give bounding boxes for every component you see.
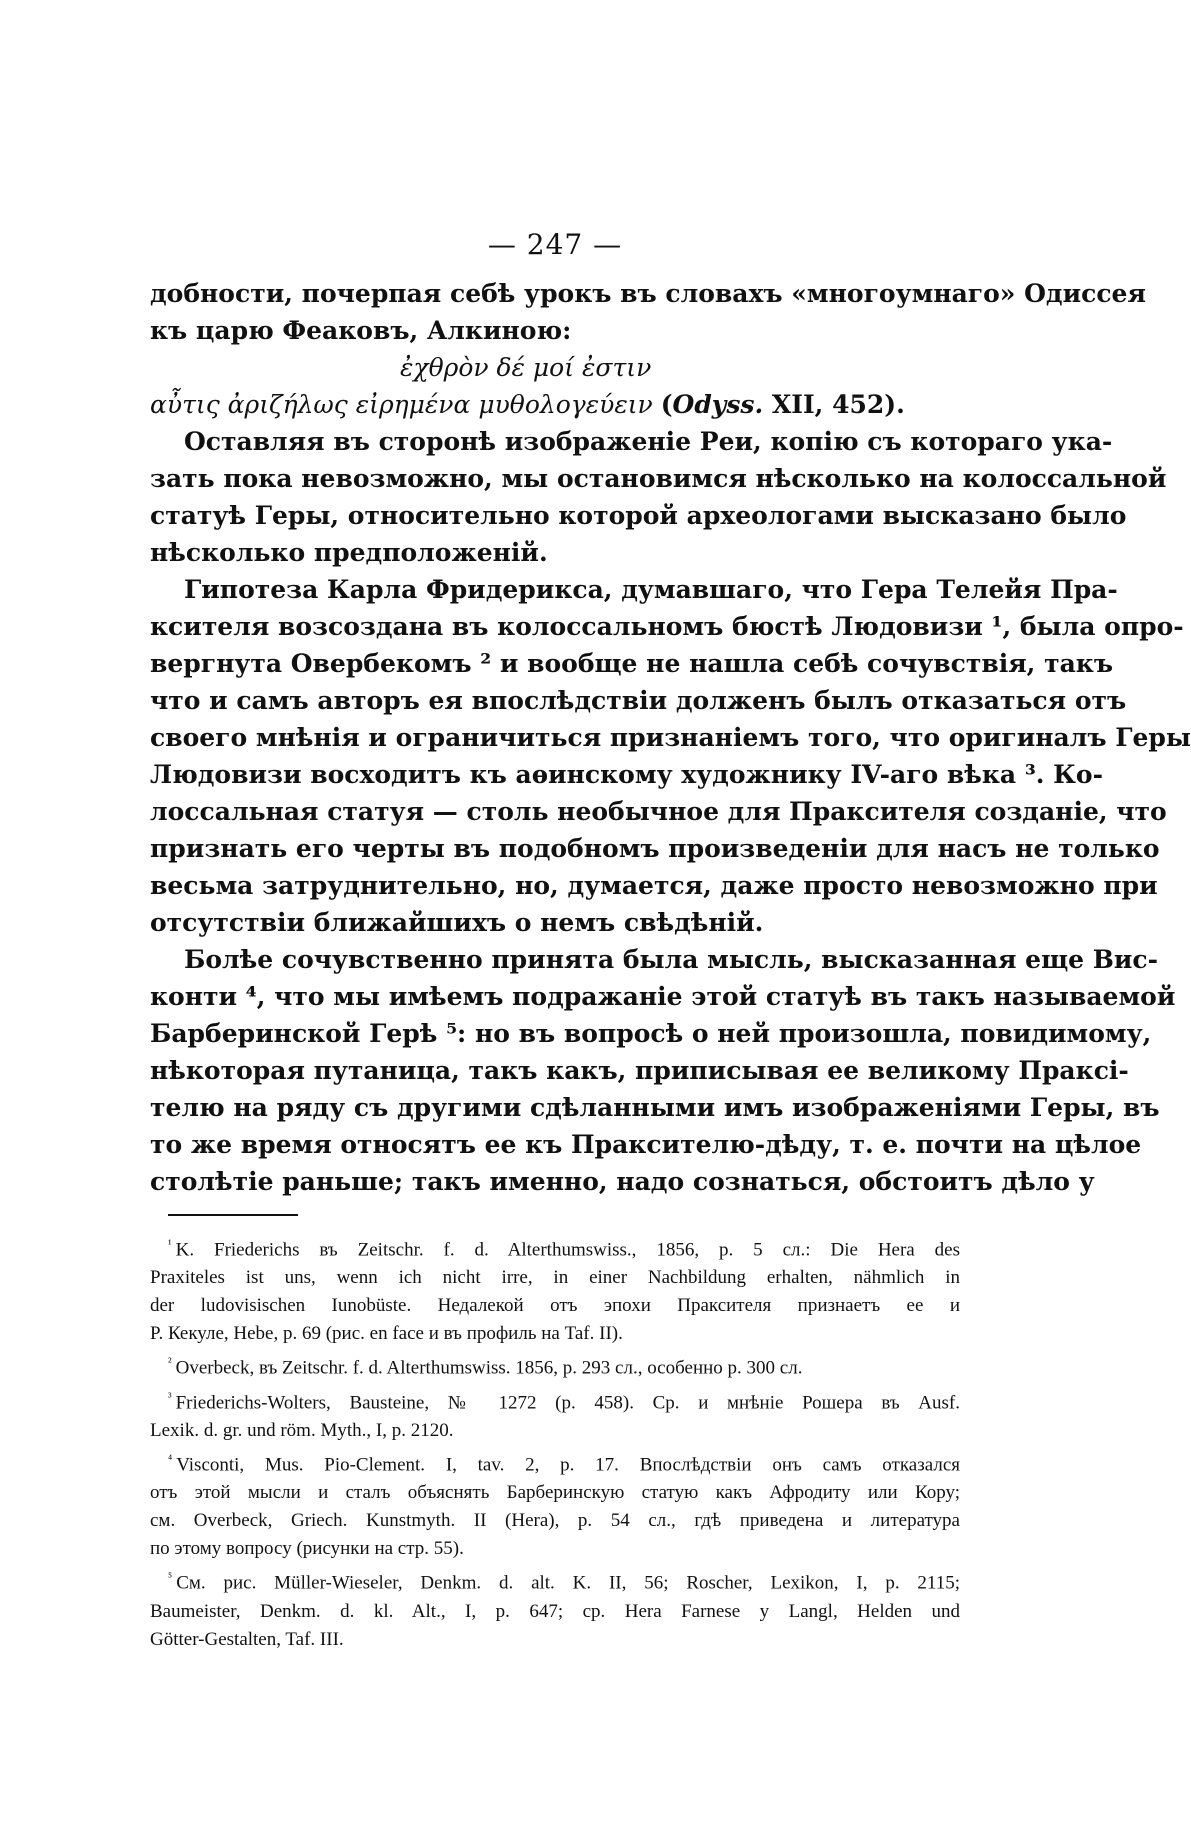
text-line: нѣкоторая путаница, такъ какъ, приписывая ее великому Праксі- <box>150 1056 1129 1085</box>
footnote-line: $^{^2}$ Overbeck, въ Zeitschr. f. d. Alterthumswiss. 1856, p. 293 сл., особенно p. 300 сл. <box>168 1355 803 1379</box>
footnote-line: Lexik. d. gr. und röm. Myth., I, p. 2120. <box>150 1419 454 1441</box>
footnote-5 <box>150 1563 960 1653</box>
citation: (Odyss. XII, 452). <box>660 390 905 419</box>
greek-line <box>150 386 960 423</box>
footnote-line: $^{^1}$ K. Friederichs въ Zeitschr. f. d. Alterthumswiss., 1856, p. 5 сл.: Die Hera des <box>168 1237 960 1261</box>
footnote-line: der ludovisischen Iunobüste. Недалекой отъ эпохи Праксителя признаетъ ее и <box>150 1295 960 1317</box>
text-line: своего мнѣнія и ограничиться признаніемъ того, что оригиналъ Геры <box>150 723 1191 752</box>
greek-text: αὖτις ἀριζήλως εἰρημένα μυθολογεύειν <box>150 390 653 419</box>
text-line: столѣтіе раньше; такъ именно, надо сознаться, обстоитъ дѣло у <box>150 1167 1095 1196</box>
text-line: Барберинской Герѣ ⁵: но въ вопросѣ о ней произошла, повидимому, <box>150 1019 1152 1048</box>
text-line: признать его черты въ подобномъ произведеніи для насъ не только <box>150 834 1160 863</box>
text-line: конти ⁴, что мы имѣемъ подражаніе этой статуѣ въ такъ называемой <box>150 982 1176 1011</box>
footnote-line: см. Overbeck, Griech. Kunstmyth. II (Hera), p. 54 сл., гдѣ приведена и литература <box>150 1510 960 1532</box>
text-line: Людовизи восходитъ къ аѳинскому художнику IV-аго вѣка ³. Ко- <box>150 760 1103 789</box>
paragraph-1 <box>150 423 1167 571</box>
text-line: нѣсколько предположеній. <box>150 538 548 567</box>
footnote-2 <box>150 1348 960 1382</box>
text-line: статуѣ Геры, относительно которой археологами высказано было <box>150 501 1127 530</box>
text-line: къ царю Феаковъ, Алкиною: <box>150 316 572 345</box>
footnote-mark: ⁴ <box>168 1451 173 1466</box>
footnote-3 <box>150 1383 960 1445</box>
text-line: Оставляя въ сторонѣ изображеніе Реи, копію съ котораго ука- <box>184 427 1113 456</box>
text-line: добности, почерпая себѣ урокъ въ словахъ «многоумнаго» Одиссея <box>150 279 1146 308</box>
footnote-line: Baumeister, Denkm. d. kl. Alt., I, p. 647; cp. Hera Farnese y Langl, Helden und <box>150 1600 960 1622</box>
footnote-4 <box>150 1445 960 1563</box>
paragraph-2 <box>150 571 1191 941</box>
footnote-mark: ² <box>168 1355 172 1370</box>
footnote-line: по этому вопросу (рисунки на стр. 55). <box>150 1538 464 1560</box>
text-line: Гипотеза Карла Фридерикса, думавшаго, что Гера Телейя Пра- <box>184 575 1118 604</box>
footnote-line: $^{^3}$ Friederichs-Wolters, Bausteine, № 1272 (p. 458). Ср. и мнѣніе Рошера въ Ausf. <box>168 1389 960 1413</box>
paragraph-intro <box>150 275 1146 349</box>
footnote-mark: ¹ <box>168 1237 172 1251</box>
text-line: то же время относятъ ее къ Праксителю-дѣду, т. е. почти на цѣлое <box>150 1130 1142 1159</box>
text-line: телю на ряду съ другими сдѣланными имъ изображеніями Геры, въ <box>150 1093 1160 1122</box>
footnotes <box>150 1230 960 1654</box>
text-line: зать пока невозможно, мы остановимся нѣсколько на колоссальной <box>150 464 1167 493</box>
greek-line: ἐχθρὸν δέ μοί ἐστιν <box>400 353 652 382</box>
text-line: весьма затруднительно, но, думается, даже просто невозможно при <box>150 871 1158 900</box>
text-line: Болѣе сочувственно принята была мысль, высказанная еще Вис- <box>184 945 1158 974</box>
footnote-line: $^{^4}$ Visconti, Mus. Pio-Clement. I, tav. 2, p. 17. Впослѣдствіи онъ самъ отказался <box>168 1451 960 1476</box>
footnote-divider <box>168 1214 298 1216</box>
footnote-mark: ⁵ <box>168 1570 173 1585</box>
footnote-line: Götter-Gestalten, Taf. III. <box>150 1628 344 1650</box>
page-number: — 247 — <box>487 228 623 261</box>
greek-quotation <box>150 349 960 423</box>
text-line: вергнута Овербекомъ ² и вообще не нашла себѣ сочувствія, такъ <box>150 649 1114 678</box>
text-line: лоссальная статуя — столь необычное для Праксителя созданіе, что <box>150 797 1167 826</box>
footnote-mark: ³ <box>168 1389 172 1404</box>
footnote-line: отъ этой мысли и сталъ объяснять Барберинскую статую какъ Афродиту или Кору; <box>150 1482 960 1504</box>
book-page <box>150 228 1191 1654</box>
footnote-1 <box>150 1230 960 1348</box>
paragraph-3 <box>150 941 1176 1200</box>
footnote-line: P. Кекуле, Hebe, p. 69 (рис. en face и въ профиль на Taf. II). <box>150 1323 623 1345</box>
footnote-line: $^{^5}$ См. рис. Müller-Wieseler, Denkm. d. alt. K. II, 56; Roscher, Lexikon, I, p. 2115; <box>168 1570 960 1594</box>
footnote-line: Praxiteles ist uns, wenn ich nicht irre, in einer Nachbildung erhalten, nähmlich in <box>150 1267 960 1289</box>
text-line: отсутствіи ближайшихъ о немъ свѣдѣній. <box>150 908 764 937</box>
text-line: что и самъ авторъ ея впослѣдствіи долженъ былъ отказаться отъ <box>150 686 1127 715</box>
text-line: ксителя возсоздана въ колоссальномъ бюстѣ Людовизи ¹, была опро- <box>150 612 1184 641</box>
